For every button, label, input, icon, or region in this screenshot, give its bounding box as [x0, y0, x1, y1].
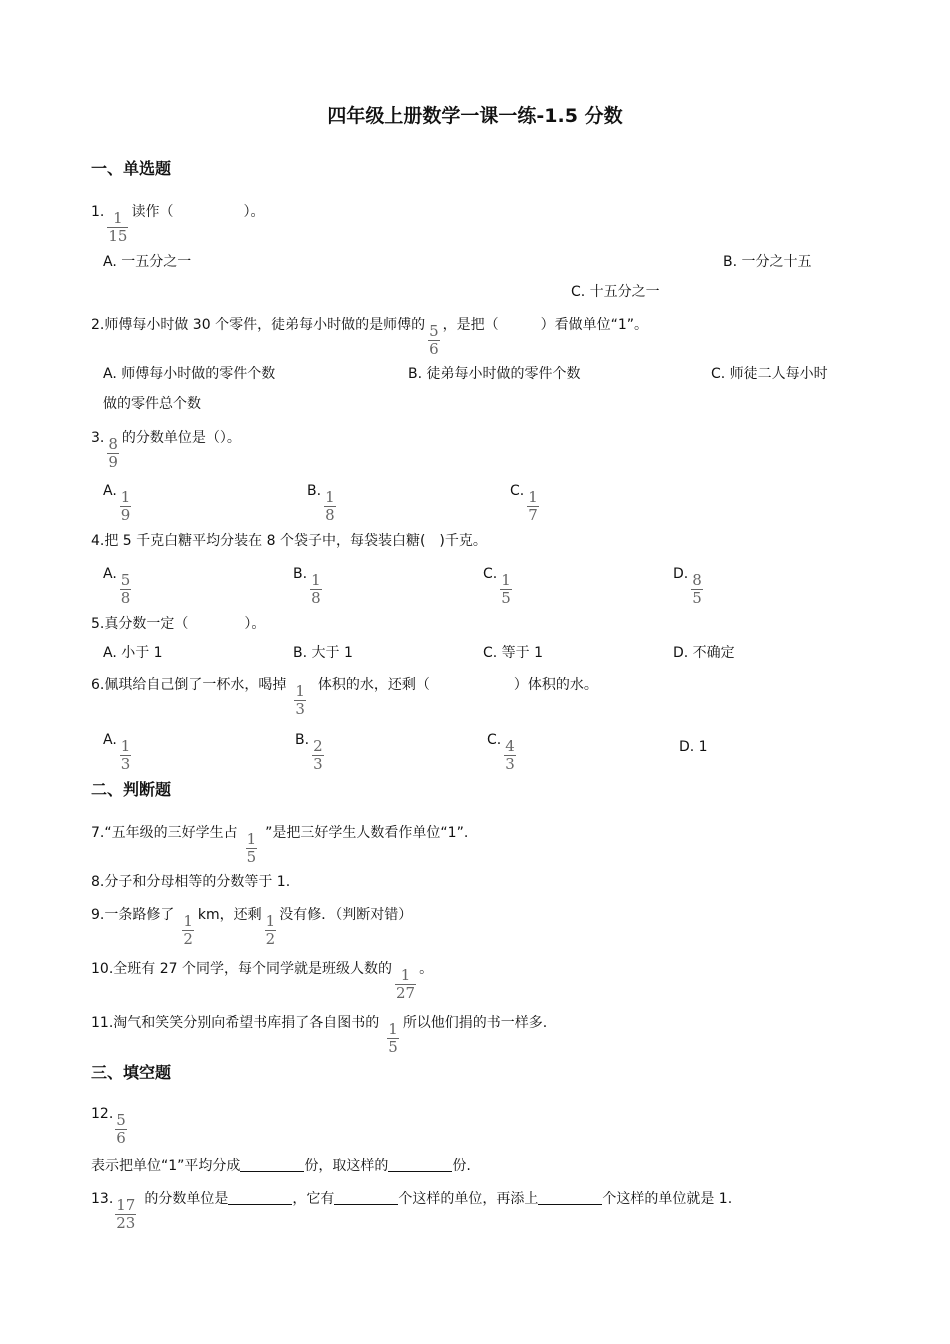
question-9 — [91, 908, 412, 947]
q6-option-c[interactable]: C. $\frac{4}{3}$ — [487, 732, 515, 773]
q2-option-c-cont[interactable]: 做的零件总个数 — [103, 396, 201, 412]
q1-option-a[interactable]: A. 一五分之一 — [103, 254, 192, 270]
question-text: 读作（ ）。 — [131, 204, 265, 220]
fraction: $\frac{17}{23}$ — [116, 1196, 136, 1232]
answer-blank[interactable] — [240, 1159, 304, 1172]
question-5: 5.真分数一定（ ）。 — [91, 616, 266, 632]
fraction: $\frac{1}{3}$ — [295, 682, 305, 718]
q3-option-a[interactable]: A. $\frac{1}{9}$ — [103, 483, 131, 524]
fraction: $\frac{1}{5}$ — [246, 830, 257, 866]
question-text-cont: 。 — [419, 961, 434, 977]
fraction: $\frac{4}{3}$ — [505, 737, 515, 773]
question-text: 11.淘气和笑笑分别向希望书库捐了各自图书的 — [91, 1015, 380, 1031]
fraction: $\frac{1}{2}$ — [183, 912, 193, 948]
fraction: $\frac{1}{2}$ — [265, 912, 276, 948]
q5-option-b[interactable]: B. 大于 1 — [293, 645, 353, 661]
question-8: 8.分子和分母相等的分数等于 1. — [91, 874, 291, 890]
section-heading-fill-blank: 三、填空题 — [91, 1063, 172, 1082]
question-text: 2.师傅每小时做 30 个零件，徒弟每小时做的是师傅的 — [91, 317, 426, 333]
q4-option-b[interactable]: B. $\frac{1}{8}$ — [293, 566, 321, 607]
question-text-end: 没有修．（判断对错） — [279, 907, 413, 923]
answer-blank[interactable] — [388, 1159, 452, 1172]
q3-option-b[interactable]: B. $\frac{1}{8}$ — [307, 483, 335, 524]
question-text: 10.全班有 27 个同学，每个同学就是班级人数的 — [91, 961, 392, 977]
fraction: $\frac{1}{8}$ — [311, 571, 321, 607]
q1-option-b[interactable]: B. 一分之十五 — [723, 254, 812, 270]
fraction: $\frac{1}{7}$ — [528, 488, 538, 524]
fraction: $\frac{5}{6}$ — [429, 322, 439, 358]
answer-blank[interactable] — [334, 1192, 398, 1205]
q4-option-c[interactable]: C. $\frac{1}{5}$ — [483, 566, 511, 607]
q2-option-b[interactable]: B. 徒弟每小时做的零件个数 — [408, 366, 581, 382]
question-7 — [91, 826, 468, 865]
question-11 — [91, 1016, 547, 1055]
q2-option-a[interactable]: A. 师傅每小时做的零件个数 — [103, 366, 276, 382]
question-number: 3. — [91, 430, 105, 446]
question-text: 9.一条路修了 — [91, 907, 175, 923]
question-text-cont: 所以他们捐的书一样多. — [402, 1015, 548, 1031]
q5-option-d[interactable]: D. 不确定 — [673, 645, 735, 661]
fraction: $\frac{8}{5}$ — [692, 571, 702, 607]
answer-blank[interactable] — [228, 1192, 292, 1205]
fraction: $\frac{8}{9}$ — [108, 435, 118, 471]
q5-option-a[interactable]: A. 小于 1 — [103, 645, 163, 661]
question-3 — [91, 431, 241, 470]
question-1 — [91, 205, 264, 244]
q4-option-d[interactable]: D. $\frac{8}{5}$ — [673, 566, 702, 607]
question-text-cont: ，是把（ ）看做单位“1”。 — [442, 317, 649, 333]
question-text-cont: ”是把三好学生人数看作单位“1”. — [265, 825, 469, 841]
section-heading-true-false: 二、判断题 — [91, 780, 172, 799]
question-2 — [91, 318, 648, 357]
q2-option-c[interactable]: C. 师徒二人每小时 — [711, 366, 828, 382]
fraction: $\frac{5}{8}$ — [120, 571, 131, 607]
question-number: 12. — [91, 1106, 114, 1122]
question-text: 6.佩琪给自己倒了一杯水，喝掉 — [91, 677, 287, 693]
fraction: $\frac{1}{5}$ — [388, 1020, 398, 1056]
question-13: 13. $\frac{17}{23}$ 的分数单位是 ，它有 个这样的单位，再添上 个这样的单位就是 1. — [91, 1191, 733, 1232]
question-text: 7.“五年级的三好学生占 — [91, 825, 238, 841]
question-number: 1. — [91, 204, 105, 220]
q6-option-d[interactable]: D. 1 — [679, 739, 708, 755]
q6-option-a[interactable]: A. $\frac{1}{3}$ — [103, 732, 131, 773]
question-12-text: 表示把单位“1”平均分成 份，取这样的 份. — [91, 1158, 471, 1174]
q1-option-c[interactable]: C. 十五分之一 — [571, 284, 660, 300]
question-6 — [91, 678, 598, 717]
fraction: $\frac{1}{5}$ — [501, 571, 511, 607]
answer-blank[interactable] — [538, 1192, 602, 1205]
section-heading-single-choice: 一、单选题 — [91, 159, 172, 178]
fraction: $\frac{1}{9}$ — [120, 488, 131, 524]
fraction: $\frac{5}{6}$ — [116, 1111, 126, 1147]
fraction: $\frac{1}{3}$ — [120, 737, 131, 773]
question-text-cont: km，还剩 — [197, 907, 262, 923]
q5-option-c[interactable]: C. 等于 1 — [483, 645, 544, 661]
question-10 — [91, 962, 433, 1001]
fraction: $\frac{1}{27}$ — [395, 966, 416, 1002]
page-title: 四年级上册数学一课一练-1.5 分数 — [327, 105, 623, 127]
q6-option-b[interactable]: B. $\frac{2}{3}$ — [295, 732, 323, 773]
question-text-cont: 体积的水，还剩（ ）体积的水。 — [317, 677, 598, 693]
fraction: $\frac{2}{3}$ — [313, 737, 323, 773]
question-12 — [91, 1107, 127, 1146]
question-number: 13. — [91, 1191, 114, 1207]
q3-option-c[interactable]: C. $\frac{1}{7}$ — [510, 483, 538, 524]
fraction: $\frac{1}{8}$ — [325, 488, 335, 524]
fraction: $\frac{1}{15}$ — [108, 209, 128, 245]
question-text: 的分数单位是（）。 — [121, 430, 241, 446]
question-4: 4.把 5 千克白糖平均分装在 8 个袋子中，每袋装白糖( )千克。 — [91, 533, 487, 549]
q4-option-a[interactable]: A. $\frac{5}{8}$ — [103, 566, 131, 607]
